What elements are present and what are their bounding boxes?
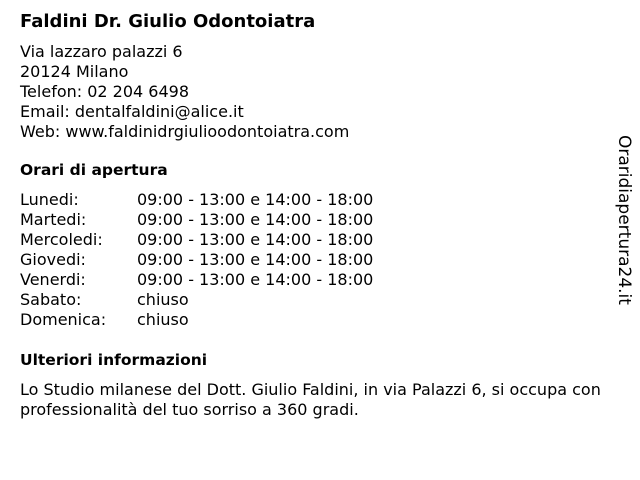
time-value: chiuso [137, 310, 189, 329]
business-name: Faldini Dr. Giulio Odontoiatra [20, 11, 316, 32]
hours-row-venerdi [20, 270, 610, 290]
time-value: 09:00 - 13:00 e 14:00 - 18:00 [137, 270, 374, 289]
hours-row-lunedi [20, 190, 610, 210]
day-label: Venerdi: [20, 270, 86, 289]
day-label: Domenica: [20, 310, 107, 329]
day-label: Lunedi: [20, 190, 79, 209]
street-address: Via lazzaro palazzi 6 [20, 42, 183, 61]
day-label: Mercoledi: [20, 230, 103, 249]
hours-row-martedi [20, 210, 610, 230]
site-watermark: Oraridiapertura24.it [614, 135, 634, 305]
day-label: Martedi: [20, 210, 87, 229]
hours-row-sabato [20, 290, 610, 310]
business-card [20, 8, 610, 420]
email-line: Email: dentalfaldini@alice.it [20, 102, 244, 121]
time-value: 09:00 - 13:00 e 14:00 - 18:00 [137, 250, 374, 269]
hours-table [20, 190, 610, 330]
hours-row-mercoledi [20, 230, 610, 250]
day-label: Giovedi: [20, 250, 86, 269]
time-value: chiuso [137, 290, 189, 309]
city-line: 20124 Milano [20, 62, 129, 81]
time-value: 09:00 - 13:00 e 14:00 - 18:00 [137, 210, 374, 229]
web-line: Web: www.faldinidrgiulioodontoiatra.com [20, 122, 350, 141]
time-value: 09:00 - 13:00 e 14:00 - 18:00 [137, 230, 374, 249]
hours-heading: Orari di apertura [20, 161, 168, 179]
info-description: Lo Studio milanese del Dott. Giulio Faldini, in via Palazzi 6, si occupa con professionalità del tuo sorriso a 360 gradi. [20, 380, 601, 419]
time-value: 09:00 - 13:00 e 14:00 - 18:00 [137, 190, 374, 209]
info-heading: Ulteriori informazioni [20, 351, 208, 369]
day-label: Sabato: [20, 290, 82, 309]
phone-line: Telefon: 02 204 6498 [20, 82, 190, 101]
contact-block [20, 42, 610, 142]
hours-row-giovedi [20, 250, 610, 270]
hours-row-domenica [20, 310, 610, 330]
